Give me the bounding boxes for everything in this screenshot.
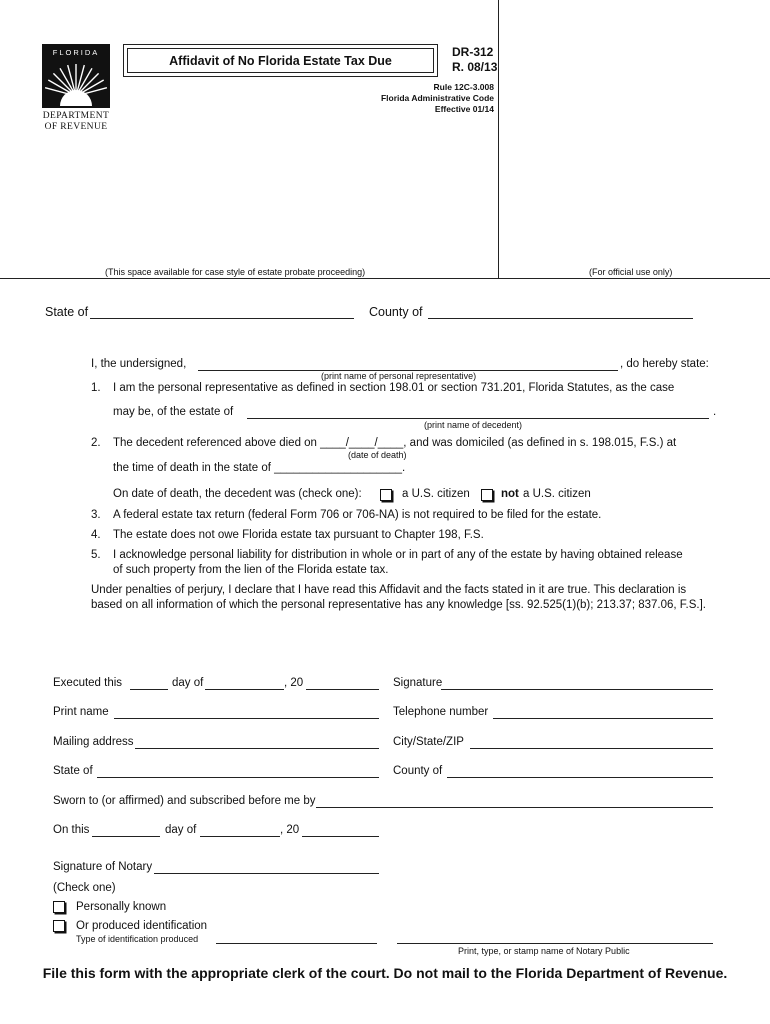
footer-instruction: File this form with the appropriate clerk of the court. Do not mail to the Florida Department of Revenue. xyxy=(42,965,728,981)
executed-year-prefix: , 20 xyxy=(284,677,304,689)
executed-day-of-label: day of xyxy=(172,677,204,689)
notary-year-field[interactable] xyxy=(302,836,379,837)
statement-1-text: I am the personal representative as defined in section 198.01 or section 731.201, Florida Statutes, as the case xyxy=(113,382,675,394)
logo-state-text: FLORIDA xyxy=(52,48,100,57)
telephone-field[interactable] xyxy=(493,718,713,719)
form-number: DR-312 xyxy=(452,45,494,59)
executed-this-label: Executed this xyxy=(53,677,123,689)
statement-3-text: A federal estate tax return (federal Form 706 or 706-NA) is not required to be filed for the estate. xyxy=(113,509,602,521)
statement-2-cont: the time of death in the state of ____________________. xyxy=(113,462,406,474)
notary-print-name-field[interactable] xyxy=(397,943,713,944)
statement-3-number: 3. xyxy=(91,509,101,521)
sworn-by-field[interactable] xyxy=(316,807,713,808)
exec-county-field[interactable] xyxy=(447,777,713,778)
us-citizen-label: a U.S. citizen xyxy=(402,488,470,500)
mailing-address-label: Mailing address xyxy=(53,736,134,748)
perjury-line-2: based on all information of which the personal representative has any knowledge [ss. 92.525(1)(b); 213.37; 837.06, F.S.]. xyxy=(91,599,706,611)
statement-5-number: 5. xyxy=(91,549,101,561)
citizenship-lead: On date of death, the decedent was (check one): xyxy=(113,488,362,500)
state-field[interactable] xyxy=(90,318,354,319)
pr-name-caption: (print name of personal representative) xyxy=(321,371,477,381)
executed-month-field[interactable] xyxy=(205,689,284,690)
on-this-label: On this xyxy=(53,824,90,836)
mailing-address-field[interactable] xyxy=(135,748,379,749)
signature-label: Signature xyxy=(393,677,443,689)
official-use-note: (For official use only) xyxy=(589,267,673,277)
personally-known-checkbox[interactable] xyxy=(53,901,65,913)
perjury-line-1: Under penalties of perjury, I declare that I have read this Affidavit and the facts stated in it are true. This declaration is xyxy=(91,584,687,596)
statement-5-cont: of such property from the lien of the Florida estate tax. xyxy=(113,564,389,576)
notary-signature-label: Signature of Notary xyxy=(53,861,153,873)
rule-text: Rule 12C-3.008 xyxy=(433,82,494,92)
id-type-field[interactable] xyxy=(216,943,377,944)
logo-dept-line1: DEPARTMENT xyxy=(42,111,110,121)
produced-id-checkbox[interactable] xyxy=(53,920,65,932)
sworn-label: Sworn to (or affirmed) and subscribed before me by xyxy=(53,795,316,807)
admin-code-text: Florida Administrative Code xyxy=(380,93,494,103)
form-revision: R. 08/13 xyxy=(452,60,498,74)
notary-signature-field[interactable] xyxy=(154,873,379,874)
signature-field[interactable] xyxy=(441,689,713,690)
statement-1-number: 1. xyxy=(91,382,101,394)
form-title: Affidavit of No Florida Estate Tax Due xyxy=(169,53,392,68)
statement-2-number: 2. xyxy=(91,437,101,449)
check-one-label: (Check one) xyxy=(53,882,116,894)
sun-icon xyxy=(42,44,110,108)
notary-name-caption: Print, type, or stamp name of Notary Public xyxy=(458,946,630,956)
us-citizen-checkbox[interactable] xyxy=(380,489,392,501)
executed-day-field[interactable] xyxy=(130,689,168,690)
exec-state-field[interactable] xyxy=(97,777,379,778)
notary-day-of-label: day of xyxy=(165,824,197,836)
florida-dor-logo xyxy=(42,44,110,134)
form-title-box xyxy=(123,44,438,77)
telephone-label: Telephone number xyxy=(393,706,489,718)
intro-lead: I, the undersigned, xyxy=(91,358,187,370)
notary-year-prefix: , 20 xyxy=(280,824,300,836)
not-us-citizen-checkbox[interactable] xyxy=(481,489,493,501)
decedent-name-caption: (print name of decedent) xyxy=(424,420,523,430)
personally-known-label: Personally known xyxy=(76,901,167,913)
exec-county-label: County of xyxy=(393,765,443,777)
not-word: not xyxy=(501,488,519,500)
print-name-label: Print name xyxy=(53,706,109,718)
statement-5-text: I acknowledge personal liability for distribution in whole or in part of any of the estate by having obtained release xyxy=(113,549,683,561)
id-type-label: Type of identification produced xyxy=(76,934,199,944)
county-field[interactable] xyxy=(428,318,693,319)
exec-state-label: State of xyxy=(53,765,93,777)
notary-day-field[interactable] xyxy=(92,836,160,837)
logo-dept-line2: OF REVENUE xyxy=(44,122,108,132)
not-us-citizen-label: a U.S. citizen xyxy=(523,488,591,500)
county-label: County of xyxy=(369,305,423,319)
statement-2-text: The decedent referenced above died on ____/____/____, and was domiciled (as defined in s. 198.015, F.S.) at xyxy=(113,437,677,449)
header-vertical-divider xyxy=(498,0,499,278)
executed-year-field[interactable] xyxy=(306,689,379,690)
statement-1-cont: may be, of the estate of xyxy=(113,406,234,418)
decedent-name-field[interactable] xyxy=(247,418,709,419)
intro-tail: , do hereby state: xyxy=(620,358,709,370)
case-style-note: (This space available for case style of estate probate proceeding) xyxy=(105,267,366,277)
print-name-field[interactable] xyxy=(114,718,379,719)
header-bottom-rule xyxy=(0,278,770,279)
statement-1-period: . xyxy=(713,406,717,418)
city-state-zip-label: City/State/ZIP xyxy=(393,736,464,748)
notary-month-field[interactable] xyxy=(200,836,280,837)
date-of-death-caption: (date of death) xyxy=(348,450,407,460)
effective-date-text: Effective 01/14 xyxy=(434,104,494,114)
produced-id-label: Or produced identification xyxy=(76,920,208,932)
statement-4-number: 4. xyxy=(91,529,101,541)
city-state-zip-field[interactable] xyxy=(470,748,713,749)
state-label: State of xyxy=(45,305,89,319)
statement-4-text: The estate does not owe Florida estate tax pursuant to Chapter 198, F.S. xyxy=(113,529,484,541)
